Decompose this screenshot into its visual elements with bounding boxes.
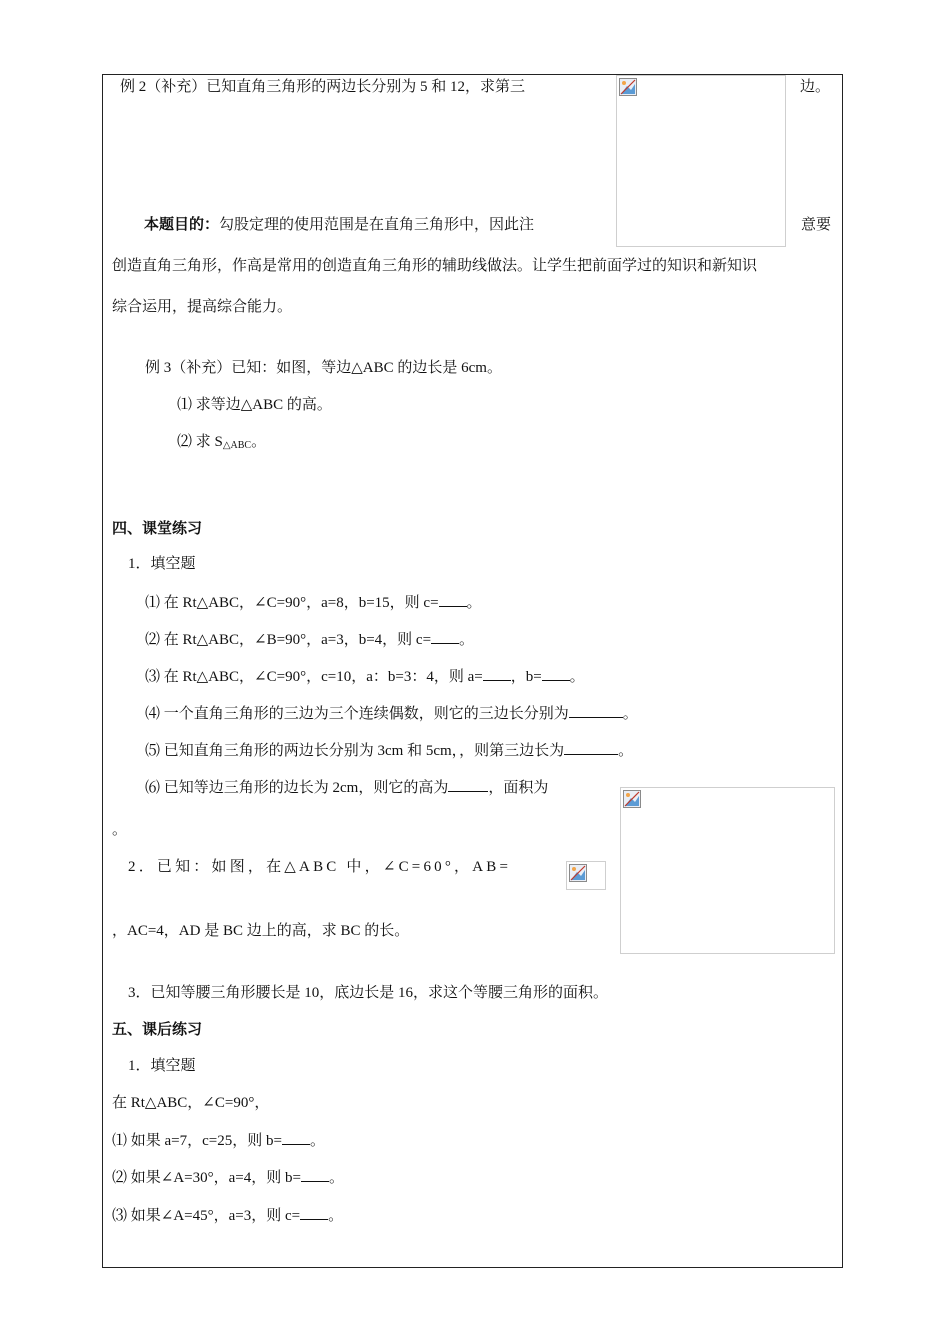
purpose-end: 意要 — [801, 217, 832, 233]
section4-q1-end: 。 — [466, 595, 482, 611]
example2-line3: 创造直角三角形，作高是常用的创造直角三角形的辅助线做法。让学生把前面学过的知识和新知识 — [112, 258, 758, 274]
example3-line1: 例 3（补充）已知：如图，等边△ABC 的边长是 6cm。 — [145, 360, 502, 376]
section5-q3-end: 。 — [328, 1208, 344, 1224]
section4-q2 — [145, 629, 474, 650]
example3-q2-prefix: ⑵ 求 S — [177, 434, 223, 450]
answer-blank — [569, 703, 623, 718]
figure-image-1 — [616, 75, 786, 247]
example2-line4: 综合运用，提高综合能力。 — [112, 299, 293, 315]
answer-blank — [431, 629, 459, 644]
section4-q5-end: 。 — [618, 743, 634, 759]
section4-q4-text: ⑷ 一个直角三角形的三边为三个连续偶数，则它的三边长分别为 — [145, 706, 569, 722]
section5-item1: 1．填空题 — [128, 1058, 196, 1074]
section5-title: 五、课后练习 — [112, 1022, 203, 1038]
purpose-line — [144, 215, 534, 235]
answer-blank — [301, 1167, 329, 1182]
section4-q3-end: 。 — [569, 669, 585, 685]
section4-q6-end: 。 — [112, 822, 128, 838]
section5-q1-end: 。 — [309, 1133, 325, 1149]
section5-q3 — [112, 1205, 343, 1226]
section4-q2-text: ⑵ 在 Rt△ABC，∠B=90°，a=3，b=4，则 c= — [145, 632, 432, 648]
section4-q3-mid: ，b= — [510, 669, 542, 685]
section4-item1: 1．填空题 — [128, 556, 196, 572]
section4-item2-a: 2．已知：如图，在△ABC 中，∠C=60°，AB= — [128, 859, 512, 875]
section4-q1-text: ⑴ 在 Rt△ABC，∠C=90°，a=8，b=15，则 c= — [145, 595, 439, 611]
section4-q2-end: 。 — [459, 632, 475, 648]
example2-line1: 例 2（补充）已知直角三角形的两边长分别为 5 和 12，求第三 — [120, 79, 526, 95]
section5-q2-text: ⑵ 如果∠A=30°，a=4，则 b= — [112, 1170, 301, 1186]
section4-q5 — [145, 740, 633, 761]
section5-q1-text: ⑴ 如果 a=7，c=25，则 b= — [112, 1133, 282, 1149]
purpose-text: 勾股定理的使用范围是在直角三角形中，因此注 — [219, 217, 535, 233]
answer-blank — [439, 592, 467, 607]
example3-q2-subscript: △ABC — [222, 440, 252, 451]
figure-image-2 — [620, 787, 835, 954]
section4-title: 四、课堂练习 — [112, 521, 203, 537]
answer-blank — [483, 666, 511, 681]
section4-q6-mid: ，面积为 — [488, 780, 549, 796]
broken-image-icon — [619, 78, 637, 96]
section4-item2-b: ，AC=4，AD 是 BC 边上的高，求 BC 的长。 — [112, 923, 410, 939]
section4-q3 — [145, 666, 585, 687]
broken-image-icon — [623, 790, 641, 808]
answer-blank — [300, 1205, 328, 1220]
inline-figure-image — [566, 861, 606, 890]
section5-q3-text: ⑶ 如果∠A=45°，a=3，则 c= — [112, 1208, 301, 1224]
section4-q4-end: 。 — [622, 706, 638, 722]
answer-blank — [282, 1130, 310, 1145]
section5-q1 — [112, 1130, 325, 1151]
answer-blank — [564, 740, 618, 755]
example3-q2 — [177, 432, 266, 456]
section5-q2-end: 。 — [328, 1170, 344, 1186]
purpose-label: 本题目的： — [144, 217, 220, 233]
section4-q6 — [145, 777, 548, 798]
section5-q2 — [112, 1167, 344, 1188]
section5-intro: 在 Rt△ABC，∠C=90°， — [112, 1095, 270, 1111]
section4-q1 — [145, 592, 482, 613]
section4-q3-text: ⑶ 在 Rt△ABC，∠C=90°，c=10，a：b=3：4，则 a= — [145, 669, 483, 685]
answer-blank — [542, 666, 570, 681]
section4-item3: 3．已知等腰三角形腰长是 10，底边长是 16，求这个等腰三角形的面积。 — [128, 985, 609, 1001]
broken-image-icon — [569, 864, 587, 882]
example2-line1-end: 边。 — [800, 79, 831, 95]
section4-q6-text: ⑹ 已知等边三角形的边长为 2cm，则它的高为 — [145, 780, 449, 796]
answer-blank — [448, 777, 488, 792]
section4-q4 — [145, 703, 638, 724]
example3-q2-suffix: 。 — [251, 434, 267, 450]
example3-q1: ⑴ 求等边△ABC 的高。 — [177, 397, 332, 413]
section4-q5-text: ⑸ 已知直角三角形的两边长分别为 3cm 和 5cm，，则第三边长为 — [145, 743, 565, 759]
